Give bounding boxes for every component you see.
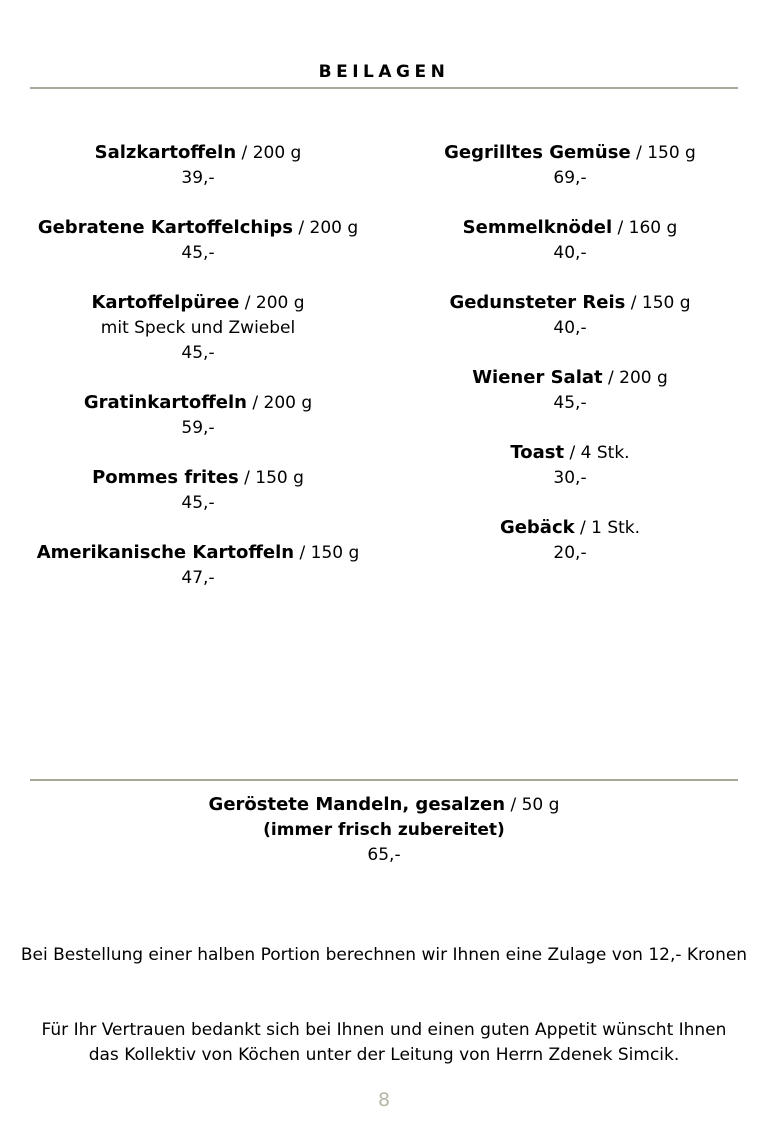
item-name: Kartoffelpüree	[91, 292, 240, 313]
special-subtitle: (immer frisch zubereitet)	[263, 820, 505, 840]
menu-item	[392, 515, 748, 590]
item-unit: / 160 g	[612, 218, 678, 238]
item-unit: / 4 Stk.	[564, 443, 630, 463]
item-name: Gegrilltes Gemüse	[444, 142, 631, 163]
thanks-message	[0, 1018, 768, 1068]
item-price: 20,-	[553, 543, 587, 563]
special-item	[0, 792, 768, 868]
item-price: 40,-	[553, 243, 587, 263]
item-description: mit Speck und Zwiebel	[100, 318, 296, 338]
half-portion-note: Bei Bestellung einer halben Portion berechnen wir Ihnen eine Zulage von 12,- Kronen	[20, 945, 748, 965]
item-unit: / 150 g	[630, 143, 696, 163]
menu-item	[18, 290, 378, 390]
menu-item	[18, 540, 378, 615]
item-unit: / 200 g	[239, 293, 305, 313]
right-column	[392, 140, 748, 590]
item-price: 45,-	[181, 243, 215, 263]
item-price: 59,-	[181, 418, 215, 438]
item-price: 39,-	[181, 168, 215, 188]
menu-item	[392, 290, 748, 365]
item-unit: / 200 g	[246, 393, 313, 413]
special-name: Geröstete Mandeln, gesalzen	[208, 794, 506, 815]
special-unit: / 50 g	[505, 795, 560, 815]
item-name: Amerikanische Kartoffeln	[36, 542, 295, 563]
item-name: Salzkartoffeln	[94, 142, 237, 163]
top-divider	[30, 87, 738, 89]
menu-item	[18, 390, 378, 465]
item-price: 45,-	[553, 393, 587, 413]
menu-item	[18, 140, 378, 215]
menu-item	[392, 365, 748, 440]
thanks-line-2: das Kollektiv von Köchen unter der Leitung von Herrn Zdenek Simcik.	[88, 1045, 680, 1065]
item-name: Gebratene Kartoffelchips	[37, 217, 293, 238]
item-name: Gratinkartoffeln	[83, 392, 247, 413]
menu-item	[392, 215, 748, 290]
item-unit: / 1 Stk.	[574, 518, 641, 538]
item-unit: / 150 g	[294, 543, 360, 563]
thanks-line-1: Für Ihr Vertrauen bedankt sich bei Ihnen und einen guten Appetit wünscht Ihnen	[41, 1020, 727, 1040]
menu-item	[18, 215, 378, 290]
item-price: 45,-	[181, 493, 215, 513]
item-price: 69,-	[553, 168, 587, 188]
item-name: Pommes frites	[92, 467, 239, 488]
menu-item	[392, 140, 748, 215]
special-price: 65,-	[367, 845, 401, 865]
section-divider	[30, 779, 738, 781]
menu-item	[18, 465, 378, 540]
item-price: 40,-	[553, 318, 587, 338]
item-name: Gebäck	[499, 517, 575, 538]
item-unit: / 200 g	[292, 218, 359, 238]
item-name: Semmelknödel	[462, 217, 613, 238]
item-name: Gedunsteter Reis	[449, 292, 626, 313]
menu-item	[392, 440, 748, 515]
page-title: BEILAGEN	[318, 62, 450, 82]
page-number: 8	[377, 1089, 391, 1111]
item-unit: / 200 g	[602, 368, 668, 388]
item-price: 45,-	[181, 343, 215, 363]
left-column	[18, 140, 378, 615]
item-name: Toast	[510, 442, 565, 463]
item-unit: / 200 g	[236, 143, 302, 163]
item-price: 47,-	[181, 568, 215, 588]
item-unit: / 150 g	[625, 293, 691, 313]
item-unit: / 150 g	[238, 468, 304, 488]
item-name: Wiener Salat	[472, 367, 603, 388]
item-price: 30,-	[553, 468, 587, 488]
